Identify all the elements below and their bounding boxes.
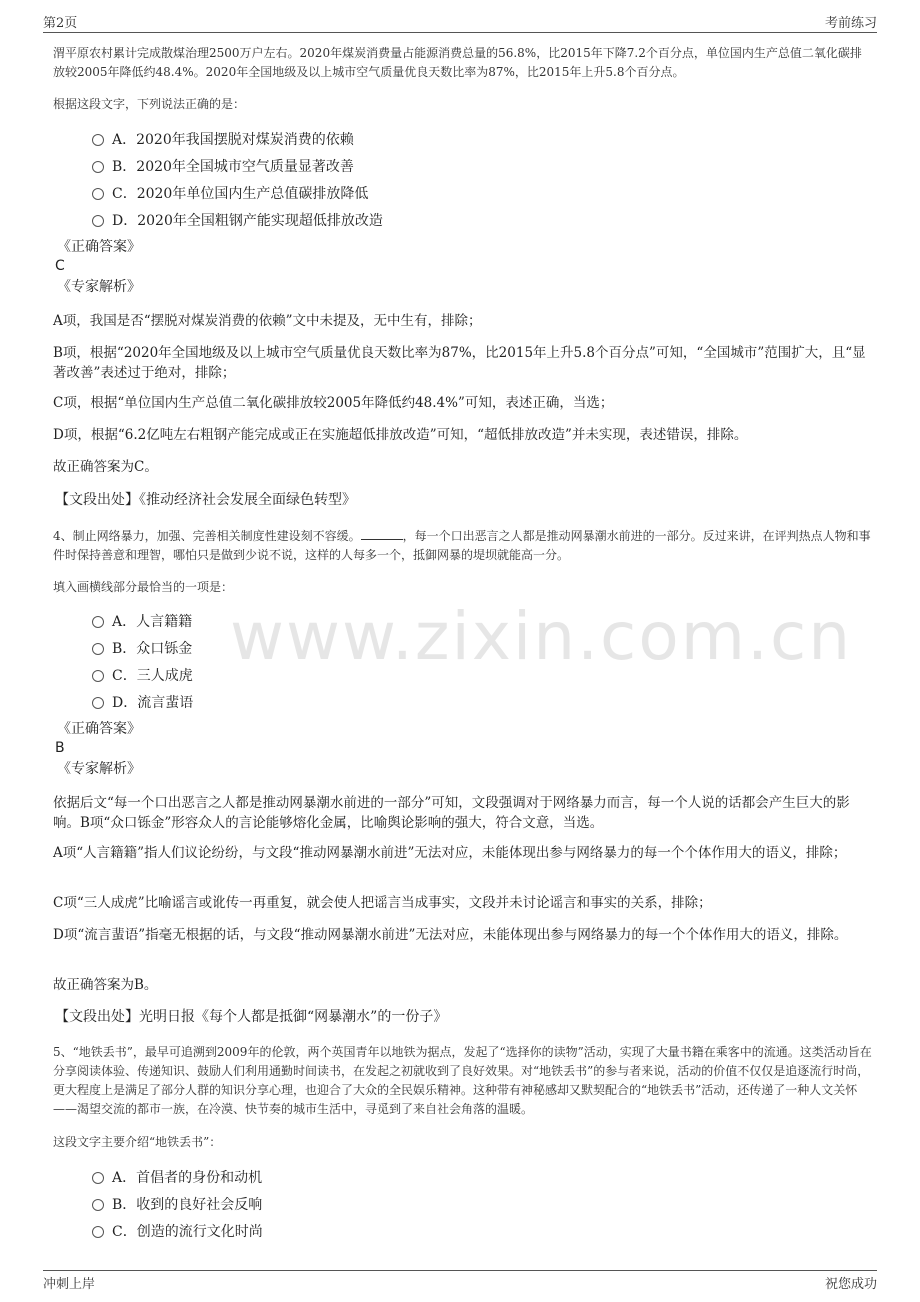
- watermark: www.zixin.com.cn: [230, 598, 853, 675]
- radio-icon[interactable]: [92, 1172, 104, 1184]
- q4-option-c[interactable]: C．三人成虎: [92, 666, 193, 686]
- radio-icon[interactable]: [92, 161, 104, 173]
- q4-option-b[interactable]: B．众口铄金: [92, 639, 192, 659]
- q5-question: 这段文字主要介绍“地铁丢书”：: [53, 1135, 222, 1149]
- q3-passage-tail: 渭平原农村累计完成散煤治理2500万户左右。2020年煤炭消费量占能源消费总量的56.8%，比2015年下降7.2个百分点，单位国内生产总值二氧化碳排放较2005年降低约48.4%。2020年全国地级及以上城市空气质量优良天数比率为87%，比2015年上升5.8个百分点。: [53, 46, 862, 79]
- q4-analysis-c: C项“三人成虎”比喻谣言或讹传一再重复，就会使人把谣言当成事实，文段并未讨论谣言和事实的关系，排除；: [53, 895, 712, 911]
- radio-icon[interactable]: [92, 215, 104, 227]
- header-title: 考前练习: [824, 16, 877, 31]
- q3-analysis-label: 《专家解析》: [57, 279, 141, 295]
- q5-option-a[interactable]: A．首倡者的身份和动机: [92, 1168, 262, 1188]
- radio-icon[interactable]: [92, 697, 104, 709]
- q4-source: 【文段出处】光明日报《每个人都是抵御“网暴潮水”的一份子》: [55, 1009, 448, 1025]
- q3-source: 【文段出处】《推动经济社会发展全面绿色转型》: [55, 492, 356, 508]
- q4-analysis-main: 依据后文“每一个口出恶言之人都是推动网暴潮水前进的一部分”可知，文段强调对于网络暴力而言，每一个人说的话都会产生巨大的影响。B项“众口铄金”形容众人的言论能够熔化金属，比喻舆论影响的强大，符合文意，当选。: [53, 795, 850, 831]
- q3-question: 根据这段文字，下列说法正确的是：: [53, 97, 246, 111]
- q4-answer-label: 《正确答案》: [57, 721, 141, 737]
- q3-answer-label: 《正确答案》: [57, 239, 141, 255]
- radio-icon[interactable]: [92, 1199, 104, 1211]
- q4-passage: 4、制止网络暴力，加强、完善相关制度性建设刻不容缓。 ，每一个口出恶言之人都是推动网暴潮水前进的一部分。反过来讲，在评判热点人物和事件时保持善意和理智，哪怕只是做到少说不说，这样的人每多一个，抵御网暴的堤坝就能高一分。: [53, 529, 871, 562]
- q4-option-d[interactable]: D．流言蜚语: [92, 693, 193, 713]
- q4-conclusion: 故正确答案为B。: [53, 977, 158, 993]
- radio-icon[interactable]: [92, 670, 104, 682]
- q4-question: 填入画横线部分最恰当的一项是：: [53, 580, 234, 594]
- q3-analysis-d: D项，根据“6.2亿吨左右粗钢产能完成或正在实施超低排放改造”可知，“超低排放改造”并未实现，表述错误，排除。: [53, 427, 748, 443]
- q3-analysis-b: B项，根据“2020年全国地级及以上城市空气质量优良天数比率为87%，比2015年上升5.8个百分点”可知，“全国城市”范围扩大，且“显著改善”表述过于绝对，排除；: [53, 345, 866, 381]
- q5-option-b[interactable]: B．收到的良好社会反响: [92, 1195, 262, 1215]
- q4-analysis-a: A项“人言籍籍”指人们议论纷纷，与文段“推动网暴潮水前进”无法对应，未能体现出参与网络暴力的每一个个体作用大的语义，排除；: [53, 845, 847, 861]
- q3-analysis-a: A项，我国是否“摆脱对煤炭消费的依赖”文中未提及，无中生有，排除；: [53, 313, 482, 329]
- q3-option-d[interactable]: D．2020年全国粗钢产能实现超低排放改造: [92, 211, 383, 231]
- q5-passage: 5、“地铁丢书”，最早可追溯到2009年的伦敦，两个英国青年以地铁为据点，发起了“选择你的读物”活动，实现了大量书籍在乘客中的流通。这类活动旨在分享阅读体验、传递知识、鼓励人们利用通勤时间读书，在发起之初就收到了良好效果。对“地铁丢书”的参与者来说，活动的价值不仅仅是追逐流行时尚，更大程度上是满足了部分人群的知识分享心理，也迎合了大众的全民娱乐精神。这种带有神秘感却又默契配合的“地铁丢书”活动，还传递了一种人文关怀——渴望交流的都市一族，在冷漠、快节奏的城市生活中，寻觅到了来自社会角落的温暖。: [53, 1045, 872, 1116]
- footer-left: 冲刺上岸: [43, 1277, 96, 1292]
- q4-option-a[interactable]: A．人言籍籍: [92, 612, 192, 632]
- page-number: 第2页: [43, 16, 78, 31]
- radio-icon[interactable]: [92, 616, 104, 628]
- q4-analysis-d: D项“流言蜚语”指毫无根据的话，与文段“推动网暴潮水前进”无法对应，未能体现出参与网络暴力的每一个个体作用大的语义，排除。: [53, 927, 848, 943]
- q5-option-c[interactable]: C．创造的流行文化时尚: [92, 1222, 263, 1242]
- page-footer: [43, 1270, 877, 1297]
- radio-icon[interactable]: [92, 643, 104, 655]
- fill-blank: [361, 527, 403, 540]
- q3-option-c[interactable]: C．2020年单位国内生产总值碳排放降低: [92, 184, 368, 204]
- q3-conclusion: 故正确答案为C。: [53, 459, 158, 475]
- footer-right: 祝您成功: [824, 1277, 877, 1292]
- q3-option-a[interactable]: A．2020年我国摆脱对煤炭消费的依赖: [92, 130, 354, 150]
- q3-analysis-c: C项，根据“单位国内生产总值二氧化碳排放较2005年降低约48.4%”可知，表述正确，当选；: [53, 395, 614, 411]
- radio-icon[interactable]: [92, 188, 104, 200]
- q3-option-b[interactable]: B．2020年全国城市空气质量显著改善: [92, 157, 354, 177]
- page-header: [43, 10, 877, 33]
- radio-icon[interactable]: [92, 1226, 104, 1238]
- q3-answer: C: [55, 258, 65, 274]
- radio-icon[interactable]: [92, 134, 104, 146]
- q4-answer: B: [55, 740, 65, 756]
- q4-analysis-label: 《专家解析》: [57, 761, 141, 777]
